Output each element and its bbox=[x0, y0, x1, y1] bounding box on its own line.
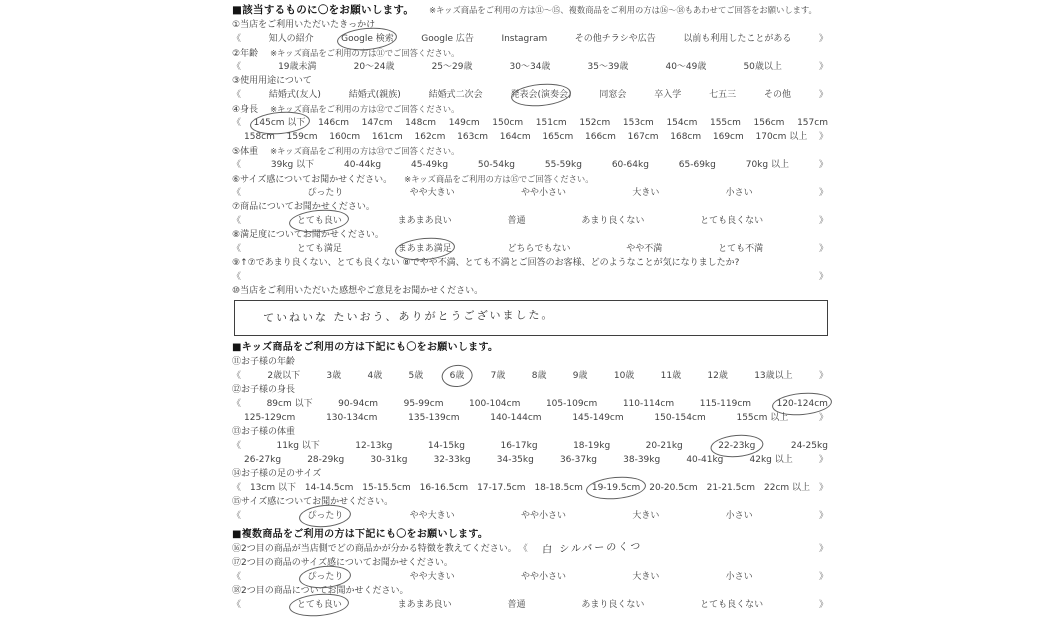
option-circled: Google 検索 bbox=[341, 34, 394, 44]
option: 70kg 以上 bbox=[745, 160, 789, 170]
option: 11kg 以下 bbox=[276, 441, 320, 451]
option-circled: 6歳 bbox=[449, 371, 465, 381]
q6-label-text: ⑥サイズ感についてお聞かせください。 bbox=[232, 175, 393, 185]
option: 9歳 bbox=[572, 371, 588, 381]
option: 90-94cm bbox=[338, 399, 379, 409]
option: Instagram bbox=[501, 34, 548, 44]
option: 163cm bbox=[457, 132, 489, 142]
option: 15-15.5cm bbox=[362, 483, 411, 493]
option: 38-39kg bbox=[623, 455, 661, 465]
option: 135-139cm bbox=[408, 413, 460, 423]
option: とても良くない bbox=[700, 600, 764, 610]
close-bracket: 》 bbox=[818, 62, 828, 72]
option: 28-29kg bbox=[307, 455, 345, 465]
option-circled: 22-23kg bbox=[718, 441, 756, 451]
option: 3歳 bbox=[326, 371, 342, 381]
option: 50歳以上 bbox=[743, 62, 782, 72]
option: 大きい bbox=[632, 188, 660, 198]
q3-label bbox=[232, 74, 828, 88]
open-bracket: 《 bbox=[232, 600, 242, 610]
option: やや不満 bbox=[626, 244, 663, 254]
q11-label bbox=[232, 355, 828, 369]
q5-options-row bbox=[232, 158, 828, 172]
option: 七五三 bbox=[709, 90, 737, 100]
option: 18-18.5cm bbox=[534, 483, 583, 493]
option: 14-15kg bbox=[427, 441, 465, 451]
q2-label bbox=[232, 46, 828, 60]
q6-label bbox=[232, 172, 828, 186]
option: 155cm 以上 bbox=[736, 413, 789, 423]
option: 169cm bbox=[712, 132, 744, 142]
option: 4歳 bbox=[367, 371, 383, 381]
option: あまり良くない bbox=[581, 600, 645, 610]
option: 11歳 bbox=[660, 371, 682, 381]
option: 95-99cm bbox=[403, 399, 444, 409]
option: 65-69kg bbox=[678, 160, 716, 170]
option: とても不満 bbox=[718, 244, 764, 254]
option-circled: 19-19.5cm bbox=[591, 483, 641, 493]
option: 89cm 以下 bbox=[266, 399, 313, 409]
section-header-kids bbox=[232, 340, 828, 355]
option: 16-16.5cm bbox=[419, 483, 469, 493]
option: 105-109cm bbox=[545, 399, 598, 409]
q1-options-row bbox=[232, 32, 828, 46]
option-circled: 発表会(演奏会) bbox=[510, 90, 572, 100]
open-bracket: 《 bbox=[232, 90, 242, 100]
option: どちらでもない bbox=[507, 244, 571, 254]
kids-header-text: ■キッズ商品をご利用の方は下記にも〇をお願いします。 bbox=[232, 342, 499, 353]
q14-label bbox=[232, 467, 828, 481]
q17-label bbox=[232, 556, 828, 570]
option: 40-41kg bbox=[686, 455, 724, 465]
open-bracket: 《 bbox=[232, 371, 242, 381]
option: 20-20.5cm bbox=[649, 483, 698, 493]
open-bracket: 《 bbox=[232, 399, 242, 409]
q12-options-row-2 bbox=[232, 411, 828, 425]
open-bracket: 《 bbox=[518, 544, 528, 554]
option: やや小さい bbox=[520, 511, 566, 521]
option: 156cm bbox=[753, 118, 785, 128]
option: 32-33kg bbox=[433, 455, 471, 465]
option: 45-49kg bbox=[410, 160, 449, 170]
option: 170cm 以上 bbox=[755, 132, 808, 142]
option: とても満足 bbox=[296, 244, 342, 254]
option: 146cm bbox=[318, 118, 349, 128]
option: 166cm bbox=[585, 132, 616, 142]
option: 147cm bbox=[361, 118, 393, 128]
option: 159cm bbox=[286, 132, 318, 142]
q2-options-row bbox=[232, 60, 828, 74]
option: 知人の紹介 bbox=[268, 34, 314, 44]
section-header-main bbox=[232, 3, 828, 18]
open-bracket: 《 bbox=[232, 244, 242, 254]
option-circled: 145cm 以下 bbox=[253, 118, 306, 128]
q3-label-text: ③使用用途について bbox=[232, 76, 312, 86]
q9-label bbox=[232, 256, 828, 270]
close-bracket: 》 bbox=[818, 371, 828, 381]
option-circled: まあまあ満足 bbox=[397, 244, 452, 254]
q18-options-row bbox=[232, 598, 828, 612]
option: 39kg 以下 bbox=[270, 160, 315, 170]
comment-box bbox=[234, 300, 828, 336]
option: やや小さい bbox=[520, 572, 566, 582]
option: 55-59kg bbox=[544, 160, 582, 170]
option: 普通 bbox=[507, 216, 526, 226]
option: 35〜39歳 bbox=[587, 62, 629, 72]
option: 結婚式二次会 bbox=[428, 90, 483, 100]
option: 161cm bbox=[371, 132, 403, 142]
option: 小さい bbox=[725, 511, 753, 521]
option: まあまあ良い bbox=[397, 216, 452, 226]
q11-options-row bbox=[232, 369, 828, 383]
q10-label-text: ⑩当店をご利用いただいた感想やご意見をお聞かせください。 bbox=[232, 286, 484, 296]
q7-options-row bbox=[232, 214, 828, 228]
q12-options-row-1 bbox=[232, 397, 828, 411]
q4-options-row-2 bbox=[232, 130, 828, 144]
close-bracket: 》 bbox=[818, 544, 828, 554]
option: 148cm bbox=[405, 118, 437, 128]
handwritten-second-item-feature: 白 シルバーのくつ bbox=[541, 541, 643, 556]
option: Google 広告 bbox=[421, 34, 474, 44]
q15-options-row bbox=[232, 509, 828, 523]
q5-note: ※キッズ商品をご利用の方は⑬でご回答ください。 bbox=[270, 146, 460, 156]
open-bracket: 《 bbox=[232, 188, 242, 198]
option: 同窓会 bbox=[599, 90, 627, 100]
option: 160cm bbox=[329, 132, 361, 142]
close-bracket: 》 bbox=[818, 34, 828, 44]
option: 18-19kg bbox=[573, 441, 611, 451]
option: 以前も利用したことがある bbox=[683, 34, 792, 44]
close-bracket: 》 bbox=[818, 413, 828, 423]
q13-label bbox=[232, 425, 828, 439]
option: 30〜34歳 bbox=[509, 62, 551, 72]
q5-label bbox=[232, 144, 828, 158]
option: 結婚式(友人) bbox=[268, 90, 321, 100]
open-bracket: 《 bbox=[232, 441, 242, 451]
q1-label bbox=[232, 18, 828, 32]
option: 21-21.5cm bbox=[706, 483, 756, 493]
option: 158cm bbox=[244, 132, 275, 142]
q15-label-text: ⑮サイズ感についてお聞かせください。 bbox=[232, 497, 394, 507]
close-bracket: 》 bbox=[818, 572, 828, 582]
q6-note: ※キッズ商品をご利用の方は⑮でご回答ください。 bbox=[404, 174, 594, 184]
close-bracket: 》 bbox=[818, 90, 828, 100]
option: 167cm bbox=[627, 132, 659, 142]
option: 165cm bbox=[542, 132, 574, 142]
q9-answer-row bbox=[232, 270, 828, 284]
option: 7歳 bbox=[490, 371, 506, 381]
option: 卒入学 bbox=[654, 90, 682, 100]
main-header-note: ※キッズ商品をご利用の方は⑪〜⑮、複数商品をご利用の方は⑯〜⑱もあわせてご回答をお願いします。 bbox=[429, 5, 817, 15]
option: 14-14.5cm bbox=[304, 483, 354, 493]
option: 60-64kg bbox=[611, 160, 649, 170]
option: やや小さい bbox=[520, 188, 566, 198]
survey-sheet bbox=[232, 3, 828, 612]
option: 42kg 以上 bbox=[749, 455, 793, 465]
open-bracket: 《 bbox=[232, 216, 242, 226]
close-bracket: 》 bbox=[818, 188, 828, 198]
open-bracket: 《 bbox=[232, 160, 242, 170]
close-bracket: 》 bbox=[818, 216, 828, 226]
q2-label-text: ②年齢 bbox=[232, 49, 259, 59]
option: 149cm bbox=[448, 118, 480, 128]
q12-label-text: ⑫お子様の身長 bbox=[232, 385, 296, 395]
option: 150-154cm bbox=[654, 413, 706, 423]
option: 110-114cm bbox=[622, 399, 675, 409]
q18-label bbox=[232, 584, 828, 598]
option: やや大きい bbox=[409, 511, 455, 521]
q3-options-row bbox=[232, 88, 828, 102]
option: 普通 bbox=[507, 600, 526, 610]
option: 結婚式(親族) bbox=[348, 90, 401, 100]
option-circled: とても良い bbox=[296, 600, 342, 610]
option: 8歳 bbox=[531, 371, 547, 381]
option: 12-13kg bbox=[355, 441, 393, 451]
option: 12歳 bbox=[707, 371, 728, 381]
q8-label-text: ⑧満足度についてお聞かせください。 bbox=[232, 230, 384, 240]
q15-label bbox=[232, 495, 828, 509]
multi-header-text: ■複数商品をご利用の方は下記にも〇をお願いします。 bbox=[232, 529, 489, 540]
option: 16-17kg bbox=[500, 441, 538, 451]
option: その他 bbox=[764, 90, 792, 100]
q13-options-row-1 bbox=[232, 439, 828, 453]
option: 10歳 bbox=[613, 371, 635, 381]
q4-label bbox=[232, 102, 828, 116]
option: 20-21kg bbox=[645, 441, 683, 451]
close-bracket: 》 bbox=[818, 483, 828, 493]
option: 小さい bbox=[725, 572, 753, 582]
q10-label bbox=[232, 284, 828, 298]
option: ぴったり bbox=[307, 188, 344, 198]
close-bracket: 》 bbox=[818, 455, 828, 465]
q2-note: ※キッズ商品をご利用の方は⑪でご回答ください。 bbox=[270, 48, 460, 58]
option: 40-44kg bbox=[344, 160, 382, 170]
option: 153cm bbox=[622, 118, 654, 128]
q13-label-text: ⑬お子様の体重 bbox=[232, 427, 296, 437]
open-bracket: 《 bbox=[232, 62, 242, 72]
option-circled: とても良い bbox=[296, 216, 342, 226]
q1-label-text: ①当店をご利用いただいたきっかけ bbox=[232, 20, 376, 30]
option-circled: ぴったり bbox=[307, 511, 344, 521]
q11-label-text: ⑪お子様の年齢 bbox=[232, 357, 296, 367]
option: 40〜49歳 bbox=[665, 62, 707, 72]
option: 22cm 以上 bbox=[764, 483, 811, 493]
open-bracket: 《 bbox=[232, 34, 242, 44]
option: 151cm bbox=[535, 118, 567, 128]
option: 13cm 以下 bbox=[249, 483, 296, 493]
close-bracket: 》 bbox=[818, 160, 828, 170]
option: 152cm bbox=[579, 118, 611, 128]
option: 17-17.5cm bbox=[477, 483, 526, 493]
option: 13歳以上 bbox=[754, 371, 793, 381]
q4-note: ※キッズ商品をご利用の方は⑫でご回答ください。 bbox=[270, 104, 460, 114]
option-circled: 120-124cm bbox=[776, 399, 828, 409]
option: 157cm bbox=[797, 118, 828, 128]
option: 大きい bbox=[632, 572, 660, 582]
handwritten-comment: ていねいな たいおう、ありがとうございました。 bbox=[262, 308, 555, 325]
option: 150cm bbox=[492, 118, 524, 128]
option: 24-25kg bbox=[790, 441, 828, 451]
option: あまり良くない bbox=[581, 216, 645, 226]
q7-label-text: ⑦商品についてお聞かせください。 bbox=[232, 202, 375, 212]
option: 5歳 bbox=[408, 371, 424, 381]
option: 130-134cm bbox=[326, 413, 378, 423]
option: 162cm bbox=[414, 132, 446, 142]
option: 100-104cm bbox=[469, 399, 521, 409]
option: 30-31kg bbox=[370, 455, 408, 465]
q4-options-row-1 bbox=[232, 116, 828, 130]
q18-label-text: ⑱2つ目の商品についてお聞かせください。 bbox=[232, 586, 409, 596]
open-bracket: 《 bbox=[232, 272, 242, 282]
q16-label-text: ⑯2つ目の商品が当店側でどの商品かが分かる特徴を教えてください。 bbox=[232, 544, 517, 554]
option: 2歳以下 bbox=[267, 371, 301, 381]
open-bracket: 《 bbox=[232, 118, 242, 128]
q14-options-row bbox=[232, 481, 828, 495]
option: 大きい bbox=[632, 511, 660, 521]
option: 168cm bbox=[670, 132, 702, 142]
section-header-multi bbox=[232, 527, 828, 542]
q14-label-text: ⑭お子様の足のサイズ bbox=[232, 469, 322, 479]
option: 125-129cm bbox=[244, 413, 296, 423]
option: 154cm bbox=[666, 118, 698, 128]
q16-label bbox=[232, 542, 828, 556]
option: 小さい bbox=[725, 188, 753, 198]
q8-options-row bbox=[232, 242, 828, 256]
option: 164cm bbox=[499, 132, 531, 142]
option: 26-27kg bbox=[244, 455, 282, 465]
option: 145-149cm bbox=[572, 413, 624, 423]
q12-label bbox=[232, 383, 828, 397]
close-bracket: 》 bbox=[818, 132, 828, 142]
option: 25〜29歳 bbox=[431, 62, 473, 72]
q7-label bbox=[232, 200, 828, 214]
option: 155cm bbox=[709, 118, 741, 128]
close-bracket: 》 bbox=[818, 600, 828, 610]
option: 36-37kg bbox=[559, 455, 598, 465]
option: やや大きい bbox=[409, 572, 455, 582]
q9-label-text: ⑨↑⑦であまり良くない、とても良くない ⑧でやや不満、とても不満とご回答のお客様、どのようなことが気になりましたか? bbox=[232, 258, 740, 268]
option: 140-144cm bbox=[490, 413, 542, 423]
q13-options-row-2 bbox=[232, 453, 828, 467]
option-circled: ぴったり bbox=[307, 572, 344, 582]
option: とても良くない bbox=[700, 216, 764, 226]
option: 34-35kg bbox=[496, 455, 534, 465]
open-bracket: 《 bbox=[232, 483, 242, 493]
q17-options-row bbox=[232, 570, 828, 584]
option: 20〜24歳 bbox=[353, 62, 395, 72]
option: その他チラシや広告 bbox=[574, 34, 656, 44]
q17-label-text: ⑰2つ目の商品のサイズ感についてお聞かせください。 bbox=[232, 558, 453, 568]
q6-options-row bbox=[232, 186, 828, 200]
close-bracket: 》 bbox=[818, 272, 828, 282]
q8-label bbox=[232, 228, 828, 242]
close-bracket: 》 bbox=[818, 511, 828, 521]
option: 50-54kg bbox=[477, 160, 515, 170]
option: やや大きい bbox=[409, 188, 455, 198]
option: まあまあ良い bbox=[397, 600, 452, 610]
close-bracket: 》 bbox=[818, 244, 828, 254]
main-header-text: ■該当するものに〇をお願いします。 bbox=[232, 4, 415, 16]
q5-label-text: ⑤体重 bbox=[232, 147, 259, 157]
option: 115-119cm bbox=[699, 399, 752, 409]
open-bracket: 《 bbox=[232, 572, 242, 582]
q4-label-text: ④身長 bbox=[232, 105, 259, 115]
option: 19歳未満 bbox=[278, 62, 317, 72]
open-bracket: 《 bbox=[232, 511, 242, 521]
